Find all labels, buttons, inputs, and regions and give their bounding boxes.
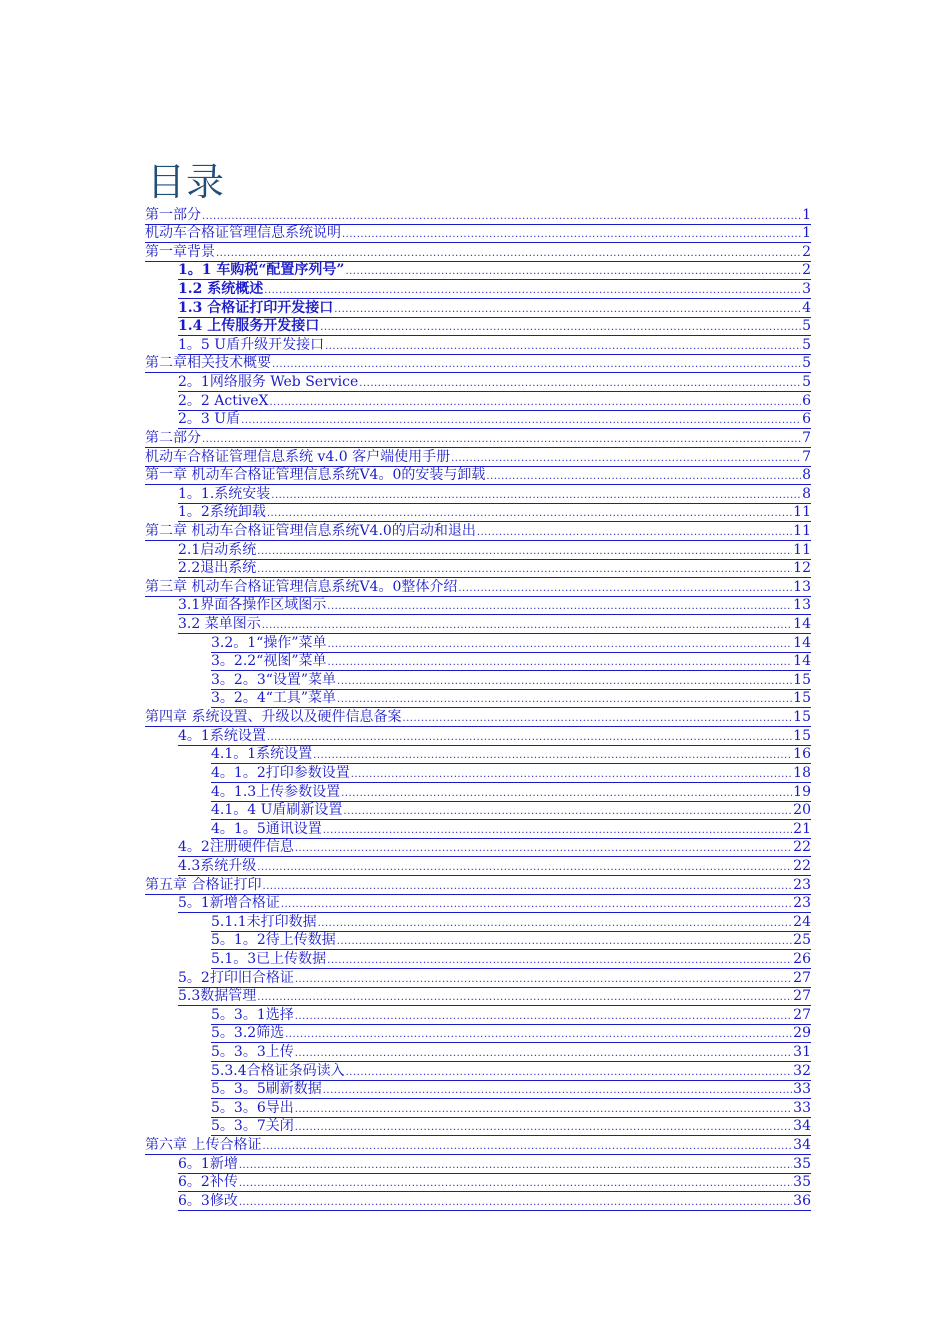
toc-dot-leader: [325, 336, 801, 354]
toc-entry-title: 3.1界面各操作区域图示: [178, 597, 327, 614]
toc-entry-link[interactable]: [211, 1062, 811, 1081]
toc-dot-leader: [285, 1025, 792, 1043]
toc-entry-title: 5。3.2筛选: [211, 1025, 285, 1042]
toc-entry-link[interactable]: [178, 318, 811, 337]
toc-page-number: 8: [802, 467, 811, 484]
toc-entry-link[interactable]: [178, 615, 811, 634]
toc-page-number: 25: [793, 932, 811, 949]
toc-page-number: 33: [793, 1081, 811, 1098]
toc-entry-link[interactable]: [211, 634, 811, 653]
toc-dot-leader: [334, 299, 801, 317]
toc-page-number: 24: [793, 913, 811, 930]
toc-entry-link[interactable]: [178, 299, 811, 318]
toc-dot-leader: [345, 262, 801, 280]
toc-entry-link[interactable]: [178, 336, 811, 355]
toc-dot-leader: [295, 839, 792, 857]
toc-dot-leader: [239, 1192, 792, 1210]
toc-entry-title: 3。2。4“工具”菜单: [211, 690, 337, 707]
toc-entry-link[interactable]: [178, 392, 811, 411]
toc-entry-link[interactable]: [178, 839, 811, 858]
toc-entry-title: 机动车合格证管理信息系统 v4.0 客户端使用手册: [145, 448, 451, 465]
toc-entry-title: 2。2 ActiveX: [178, 392, 269, 409]
toc-entry-link[interactable]: [145, 225, 811, 244]
toc-dot-leader: [267, 727, 792, 745]
toc-page-number: 29: [793, 1025, 811, 1042]
toc-entry-link[interactable]: [145, 578, 811, 597]
toc-page-number: 35: [793, 1174, 811, 1191]
toc-dot-leader: [341, 783, 792, 801]
toc-entry-link[interactable]: [178, 988, 811, 1007]
toc-entry-link[interactable]: [178, 262, 811, 281]
toc-entry-link[interactable]: [178, 411, 811, 430]
toc-entry-link[interactable]: [211, 746, 811, 765]
toc-dot-leader: [271, 485, 801, 503]
toc-entry-link[interactable]: [145, 522, 811, 541]
toc-entry-link[interactable]: [145, 429, 811, 448]
toc-dot-leader: [264, 280, 801, 298]
toc-entry-title: 6。1新增: [178, 1155, 238, 1172]
toc-entry-link[interactable]: [145, 355, 811, 374]
toc-entry-title: 4。1。2打印参数设置: [211, 764, 350, 781]
toc-entry-title: 5。2打印旧合格证: [178, 969, 294, 986]
toc-entry-link[interactable]: [178, 373, 811, 392]
toc-entry-title: 5。1新增合格证: [178, 895, 280, 912]
toc-dot-leader: [295, 969, 792, 987]
toc-page-number: 20: [793, 802, 811, 819]
toc-page-number: 35: [793, 1155, 811, 1172]
toc-page-number: 14: [793, 616, 811, 633]
toc-dot-leader: [262, 615, 792, 633]
toc-entry-link[interactable]: [211, 1081, 811, 1100]
toc-entry-link[interactable]: [178, 1174, 811, 1193]
toc-entry-title: 4。1。5通讯设置: [211, 820, 322, 837]
toc-page-number: 34: [793, 1137, 811, 1154]
toc-page-number: 7: [802, 448, 811, 465]
toc-page-number: 26: [793, 950, 811, 967]
toc-dot-leader: [327, 950, 792, 968]
toc-dot-leader: [216, 243, 801, 261]
toc-dot-leader: [257, 541, 792, 559]
toc-dot-leader: [262, 876, 792, 894]
toc-page-number: 18: [793, 764, 811, 781]
toc-dot-leader: [239, 1155, 792, 1173]
toc-entry-link[interactable]: [211, 1043, 811, 1062]
toc-entry-title: 机动车合格证管理信息系统说明: [145, 225, 341, 242]
toc-page-number: 7: [802, 429, 811, 446]
toc-entry-link[interactable]: [145, 876, 811, 895]
toc-entry-link[interactable]: [211, 950, 811, 969]
toc-dot-leader: [272, 355, 801, 373]
toc-dot-leader: [337, 671, 792, 689]
toc-page-number: 11: [793, 504, 811, 521]
toc-entry-title: 第二章相关技术概要: [145, 355, 271, 372]
toc-entry-title: 2.2退出系统: [178, 560, 257, 577]
toc-page-number: 1: [802, 225, 811, 242]
toc-entry-title: 第三章 机动车合格证管理信息系统V4。0整体介绍: [145, 578, 458, 595]
toc-dot-leader: [323, 820, 792, 838]
toc-entry-title: 3.2 菜单图示: [178, 616, 261, 633]
toc-entry-link[interactable]: [211, 802, 811, 821]
toc-entry-title: 5。3。7关闭: [211, 1118, 294, 1135]
toc-dot-leader: [281, 895, 792, 913]
toc-dot-leader: [343, 802, 792, 820]
toc-entry-link[interactable]: [211, 690, 811, 709]
toc-page-number: 13: [793, 597, 811, 614]
toc-page-number: 15: [793, 709, 811, 726]
toc-entry-link[interactable]: [211, 1118, 811, 1137]
toc-page-number: 5: [802, 318, 811, 335]
toc-dot-leader: [295, 1118, 792, 1136]
toc-dot-leader: [328, 634, 793, 652]
toc-dot-leader: [239, 1174, 792, 1192]
toc-page-number: 6: [802, 392, 811, 409]
toc-dot-leader: [327, 597, 792, 615]
toc-entry-title: 第六章 上传合格证: [145, 1137, 262, 1154]
toc-page-number: 2: [802, 243, 811, 260]
toc-entry-link[interactable]: [145, 243, 811, 262]
toc-entry-title: 1。1 车购税“配置序列号”: [178, 262, 345, 279]
toc-page-number: 27: [793, 988, 811, 1005]
toc-entry-title: 5。1。2待上传数据: [211, 932, 336, 949]
toc-entry-title: 6。2补传: [178, 1174, 238, 1191]
toc-page-number: 13: [793, 578, 811, 595]
toc-entry-title: 4。1.3上传参数设置: [211, 783, 341, 800]
toc-page-number: 23: [793, 876, 811, 893]
toc-entry-title: 第四章 系统设置、升级以及硬件信息备案: [145, 709, 402, 726]
toc-page-number: 22: [793, 857, 811, 874]
toc-entry-title: 5.3数据管理: [178, 988, 257, 1005]
toc-entry-title: 5。3。5刷新数据: [211, 1081, 322, 1098]
toc-title: 目录: [147, 160, 226, 204]
toc-dot-leader: [458, 578, 792, 596]
toc-page-number: 21: [793, 820, 811, 837]
toc-entry-link[interactable]: [211, 1006, 811, 1025]
toc-entry-title: 1.2 系统概述: [178, 281, 264, 298]
toc-entry-link[interactable]: [178, 895, 811, 914]
toc-page-number: 11: [793, 522, 811, 539]
toc-page-number: 22: [793, 839, 811, 856]
toc-entry-title: 1.3 合格证打印开发接口: [178, 299, 334, 316]
toc-entry-title: 第二章 机动车合格证管理信息系统V4.0的启动和退出: [145, 522, 476, 539]
toc-entry-link[interactable]: [211, 932, 811, 951]
toc-dot-leader: [295, 1043, 792, 1061]
toc-page-number: 16: [793, 746, 811, 763]
toc-entry-title: 2。3 U盾: [178, 411, 241, 428]
toc-entry-link[interactable]: [178, 560, 811, 579]
toc-page-number: 31: [793, 1044, 811, 1061]
toc-dot-leader: [402, 708, 792, 726]
toc-dot-leader: [257, 857, 792, 875]
toc-entry-link[interactable]: [211, 764, 811, 783]
toc-entry-title: 5.1。3已上传数据: [211, 950, 327, 967]
toc-entry-title: 第五章 合格证打印: [145, 876, 262, 893]
toc-entry-link[interactable]: [178, 597, 811, 616]
toc-entry-link[interactable]: [178, 857, 811, 876]
toc-dot-leader: [342, 225, 801, 243]
toc-page-number: 2: [802, 262, 811, 279]
toc-entry-title: 5.1.1未打印数据: [211, 913, 317, 930]
toc-entry-title: 5。3。6导出: [211, 1099, 294, 1116]
toc-page-number: 5: [802, 374, 811, 391]
toc-dot-leader: [477, 522, 792, 540]
toc-dot-leader: [337, 932, 792, 950]
toc-entry-link[interactable]: [211, 671, 811, 690]
toc-entry-title: 6。3修改: [178, 1192, 238, 1209]
toc-dot-leader: [451, 448, 801, 466]
toc-page-number: 23: [793, 895, 811, 912]
toc-dot-leader: [328, 653, 793, 671]
toc-page-number: 34: [793, 1118, 811, 1135]
toc-entry-link[interactable]: [145, 467, 811, 486]
toc-entry-link[interactable]: [211, 820, 811, 839]
toc-dot-leader: [486, 467, 801, 485]
toc-page-number: 5: [802, 355, 811, 372]
toc-entry-link[interactable]: [178, 969, 811, 988]
toc-entry-title: 第一章背景: [145, 243, 215, 260]
toc-entry-link[interactable]: [178, 504, 811, 523]
toc-entry-title: 5。3。1选择: [211, 1006, 294, 1023]
toc-entry-link[interactable]: [145, 1136, 811, 1155]
toc-entry-title: 4。1系统设置: [178, 727, 266, 744]
toc-entry-link[interactable]: [211, 1099, 811, 1118]
toc-dot-leader: [267, 504, 792, 522]
toc-entry-link[interactable]: [178, 1192, 811, 1211]
toc-entry-title: 第二部分: [145, 429, 201, 446]
toc-dot-leader: [257, 988, 792, 1006]
toc-entry-link[interactable]: [211, 783, 811, 802]
toc-entry-link[interactable]: [145, 448, 811, 467]
toc-page-number: 11: [793, 541, 811, 558]
toc-entry-link[interactable]: [178, 485, 811, 504]
toc-page-number: 27: [793, 969, 811, 986]
toc-entry-title: 第一章 机动车合格证管理信息系统V4。0的安装与卸载: [145, 467, 486, 484]
toc-entry-title: 5.3.4合格证条码读入: [211, 1062, 345, 1079]
toc-entry-link[interactable]: [178, 541, 811, 560]
toc-entry-title: 3.2。1“操作”菜单: [211, 634, 327, 651]
toc-entry-title: 1。5 U盾升级开发接口: [178, 336, 325, 353]
toc-entry-title: 1.4 上传服务开发接口: [178, 318, 320, 335]
toc-entry-title: 2。1网络服务 Web Service: [178, 374, 359, 391]
toc-dot-leader: [346, 1062, 793, 1080]
toc-page-number: 19: [793, 783, 811, 800]
toc-dot-leader: [351, 764, 792, 782]
toc-page-number: 15: [793, 690, 811, 707]
toc-dot-leader: [202, 429, 801, 447]
toc-page-number: 36: [793, 1192, 811, 1209]
toc-dot-leader: [295, 1099, 792, 1117]
toc-dot-leader: [320, 318, 801, 336]
toc-page-number: 3: [802, 281, 811, 298]
toc-dot-leader: [323, 1081, 792, 1099]
toc-page-number: 5: [802, 336, 811, 353]
toc-dot-leader: [202, 206, 801, 224]
toc-dot-leader: [318, 913, 793, 931]
toc-page-number: 6: [802, 411, 811, 428]
toc-entry-link[interactable]: [211, 913, 811, 932]
toc-page-number: 12: [793, 560, 811, 577]
toc-page-number: 33: [793, 1099, 811, 1116]
toc-dot-leader: [269, 392, 801, 410]
toc-dot-leader: [257, 560, 792, 578]
toc-page-number: 32: [793, 1062, 811, 1079]
toc-page-number: 14: [793, 634, 811, 651]
toc-dot-leader: [359, 373, 801, 391]
toc-entry-title: 4.3系统升级: [178, 857, 257, 874]
toc-page-number: 4: [802, 299, 811, 316]
toc-entry-title: 1。2系统卸载: [178, 504, 266, 521]
toc-page-number: 27: [793, 1006, 811, 1023]
toc-entry-link[interactable]: [178, 280, 811, 299]
toc-entry-title: 3。2.2“视图”菜单: [211, 653, 327, 670]
toc-entry-link[interactable]: [178, 727, 811, 746]
toc-page-number: 14: [793, 653, 811, 670]
toc-dot-leader: [313, 746, 792, 764]
toc-entry-link[interactable]: [145, 206, 811, 225]
toc-entry-title: 2.1启动系统: [178, 541, 257, 558]
toc-entry-link[interactable]: [211, 1025, 811, 1044]
toc-entry-link[interactable]: [211, 653, 811, 672]
toc-entry-link[interactable]: [145, 708, 811, 727]
toc-entry-title: 4.1。4 U盾刷新设置: [211, 802, 343, 819]
toc-entry-title: 4.1。1系统设置: [211, 746, 313, 763]
toc-dot-leader: [262, 1136, 792, 1154]
toc-dot-leader: [337, 690, 792, 708]
toc-page-number: 8: [802, 485, 811, 502]
toc-page-number: 15: [793, 671, 811, 688]
toc-entry-title: 3。2。3“设置”菜单: [211, 671, 337, 688]
table-of-contents: [145, 206, 811, 1211]
toc-page-number: 15: [793, 727, 811, 744]
toc-entry-link[interactable]: [178, 1155, 811, 1174]
toc-dot-leader: [241, 411, 801, 429]
toc-entry-title: 4。2注册硬件信息: [178, 839, 294, 856]
toc-dot-leader: [295, 1006, 792, 1024]
toc-entry-title: 1。1.系统安装: [178, 485, 271, 502]
toc-entry-title: 5。3。3上传: [211, 1044, 294, 1061]
toc-entry-title: 第一部分: [145, 206, 201, 223]
toc-page-number: 1: [802, 206, 811, 223]
